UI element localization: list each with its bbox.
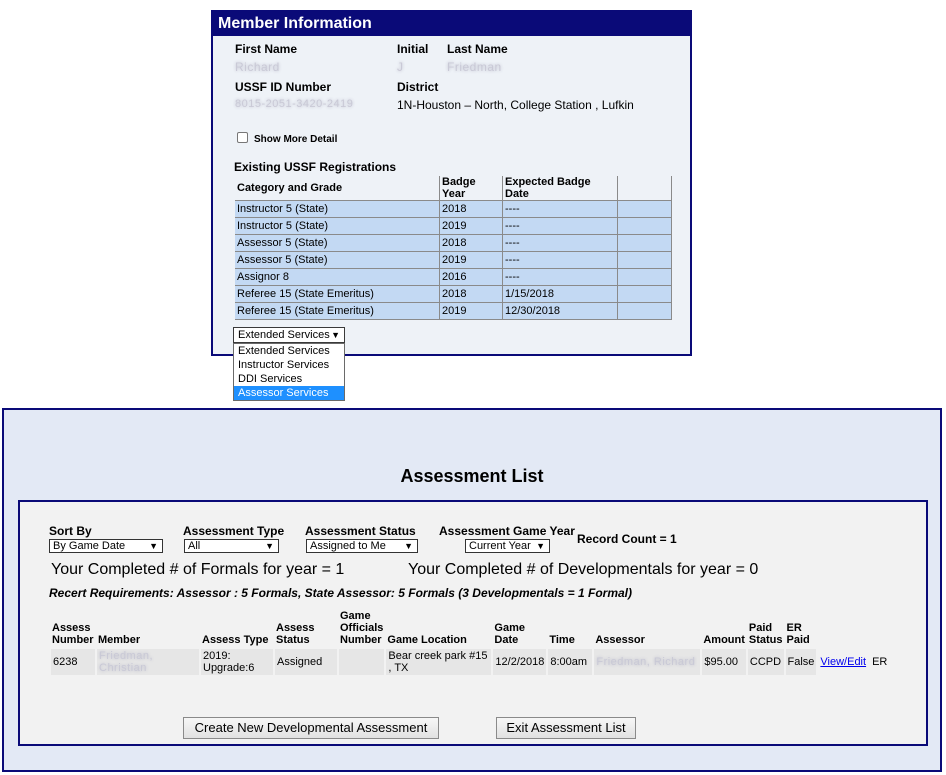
- col-view-edit: [818, 610, 868, 649]
- assessment-type-label: Assessment Type: [183, 524, 285, 538]
- table-row: [235, 235, 672, 252]
- col-amount: Amount: [703, 634, 745, 646]
- col-empty: [618, 176, 672, 201]
- view-edit-link[interactable]: View/Edit: [820, 656, 867, 668]
- table-row: [235, 252, 672, 269]
- show-more-checkbox[interactable]: [237, 132, 248, 143]
- formals-count: Your Completed # of Formals for year = 1: [51, 561, 345, 578]
- dropdown-arrow-icon: ▼: [331, 330, 340, 340]
- row-empty: [618, 269, 672, 286]
- assessment-list-panel: [2, 408, 942, 772]
- record-count: Record Count = 1: [577, 532, 677, 546]
- col-time: Time: [549, 634, 575, 646]
- row-empty: [618, 235, 672, 252]
- cell-assessor[interactable]: Friedman, Richard: [594, 649, 700, 675]
- row-year: 2018: [440, 286, 503, 303]
- cell-assess-type: 2019: Upgrade:6: [201, 649, 273, 675]
- registrations-table: [235, 176, 672, 320]
- row-expected: ----: [503, 218, 618, 235]
- assessment-header-row: [51, 610, 890, 649]
- col-assess-number: Assess Number: [52, 622, 94, 646]
- row-empty: [618, 201, 672, 218]
- registrations-header-row: [235, 176, 672, 201]
- row-category: Instructor 5 (State): [235, 201, 440, 218]
- dropdown-arrow-icon: ▼: [536, 541, 545, 551]
- cell-er[interactable]: ER: [872, 656, 888, 668]
- table-row: [235, 269, 672, 286]
- district-label: District: [397, 80, 439, 94]
- member-information-title: Member Information: [213, 12, 690, 36]
- district-value: 1N-Houston – North, College Station , Lufkin: [397, 98, 634, 112]
- row-category: Assessor 5 (State): [235, 235, 440, 252]
- assessment-type-value: All: [188, 540, 201, 552]
- col-er-paid: ER Paid: [786, 622, 810, 646]
- assessment-list-content: [18, 500, 928, 746]
- table-row: [51, 649, 890, 675]
- row-category: Instructor 5 (State): [235, 218, 440, 235]
- services-option-instructor[interactable]: Instructor Services: [238, 359, 330, 371]
- dropdown-arrow-icon: ▼: [265, 541, 274, 551]
- row-category: Assessor 5 (State): [235, 252, 440, 269]
- cell-view-edit: [818, 649, 868, 675]
- initial-label: Initial: [397, 42, 429, 56]
- developmentals-count: Your Completed # of Developmentals for year = 0: [408, 561, 759, 578]
- first-name-value: Richard: [235, 60, 280, 74]
- col-assess-status: Assess Status: [276, 622, 315, 646]
- row-expected: ----: [503, 201, 618, 218]
- row-category: Referee 15 (State Emeritus): [235, 303, 440, 320]
- row-category: Referee 15 (State Emeritus): [235, 286, 440, 303]
- assessment-list-title: Assessment List: [400, 466, 544, 486]
- row-expected: ----: [503, 269, 618, 286]
- member-information-panel: [211, 10, 692, 356]
- cell-er-paid: False: [786, 649, 817, 675]
- table-row: [235, 218, 672, 235]
- cell-assess-status: Assigned: [275, 649, 337, 675]
- col-expected-badge-date: Expected Badge Date: [503, 176, 618, 201]
- first-name-label: First Name: [235, 42, 298, 56]
- cell-member[interactable]: Friedman, Christian: [97, 649, 199, 675]
- initial-value: J: [397, 60, 404, 74]
- row-year: 2019: [440, 218, 503, 235]
- registrations-title: Existing USSF Registrations: [234, 160, 397, 174]
- col-game-date: Game Date: [494, 622, 525, 646]
- assessment-type-select[interactable]: [184, 539, 279, 553]
- cell-game-location: Bear creek park #15 , TX: [386, 649, 491, 675]
- row-year: 2019: [440, 303, 503, 320]
- dropdown-arrow-icon: ▼: [404, 541, 413, 551]
- exit-assessment-list-button[interactable]: Exit Assessment List: [496, 717, 636, 739]
- ussf-id-value: 8015-2051-3420-2419: [235, 98, 354, 110]
- row-expected: 1/15/2018: [503, 286, 618, 303]
- assessment-status-select[interactable]: [306, 539, 418, 553]
- assessment-table: [49, 610, 892, 675]
- services-selected-value: Extended Services: [238, 329, 330, 341]
- services-option-ddi[interactable]: DDI Services: [238, 373, 303, 385]
- sort-by-label: Sort By: [49, 524, 92, 538]
- create-developmental-button[interactable]: Create New Developmental Assessment: [183, 717, 439, 739]
- services-option-assessor[interactable]: Assessor Services: [234, 386, 344, 400]
- row-empty: [618, 218, 672, 235]
- cell-time: 8:00am: [548, 649, 592, 675]
- row-year: 2018: [440, 235, 503, 252]
- row-expected: 12/30/2018: [503, 303, 618, 320]
- last-name-label: Last Name: [447, 42, 508, 56]
- cell-game-date: 12/2/2018: [493, 649, 546, 675]
- dropdown-arrow-icon: ▼: [149, 541, 158, 551]
- row-empty: [618, 303, 672, 320]
- cell-assess-number: 6238: [51, 649, 95, 675]
- col-er: [870, 610, 890, 649]
- sort-by-value: By Game Date: [53, 540, 126, 552]
- col-assessor: Assessor: [595, 634, 645, 646]
- col-paid-status: Paid Status: [748, 622, 783, 646]
- col-category-grade: Category and Grade: [235, 176, 440, 201]
- row-empty: [618, 286, 672, 303]
- cell-amount: $95.00: [702, 649, 746, 675]
- row-year: 2018: [440, 201, 503, 218]
- row-year: 2016: [440, 269, 503, 286]
- col-game-officials: Game Officials Number: [340, 610, 384, 646]
- last-name-value: Friedman: [447, 60, 502, 74]
- game-year-label: Assessment Game Year: [439, 524, 575, 538]
- game-year-value: Current Year: [469, 540, 531, 552]
- table-row: [235, 303, 672, 320]
- recert-requirements: Recert Requirements: Assessor : 5 Formals, State Assessor: 5 Formals (3 Developmentals = 1 Formal): [49, 586, 632, 600]
- services-options-list: [233, 343, 345, 401]
- cell-game-officials: [339, 649, 384, 675]
- row-year: 2019: [440, 252, 503, 269]
- cell-paid-status: CCPD: [748, 649, 784, 675]
- services-select[interactable]: [233, 327, 345, 343]
- col-member: Member: [98, 634, 141, 646]
- row-category: Assignor 8: [235, 269, 440, 286]
- sort-by-select[interactable]: [49, 539, 163, 553]
- services-option-extended[interactable]: Extended Services: [238, 345, 330, 357]
- table-row: [235, 286, 672, 303]
- show-more-label[interactable]: Show More Detail: [254, 134, 338, 145]
- ussf-id-label: USSF ID Number: [235, 80, 332, 94]
- col-assess-type: Assess Type: [202, 634, 269, 646]
- col-badge-year: Badge Year: [440, 176, 503, 201]
- assessment-status-label: Assessment Status: [305, 524, 416, 538]
- row-expected: ----: [503, 235, 618, 252]
- table-row: [235, 201, 672, 218]
- col-game-location: Game Location: [387, 634, 467, 646]
- row-empty: [618, 252, 672, 269]
- game-year-select[interactable]: [465, 539, 550, 553]
- row-expected: ----: [503, 252, 618, 269]
- assessment-status-value: Assigned to Me: [310, 540, 386, 552]
